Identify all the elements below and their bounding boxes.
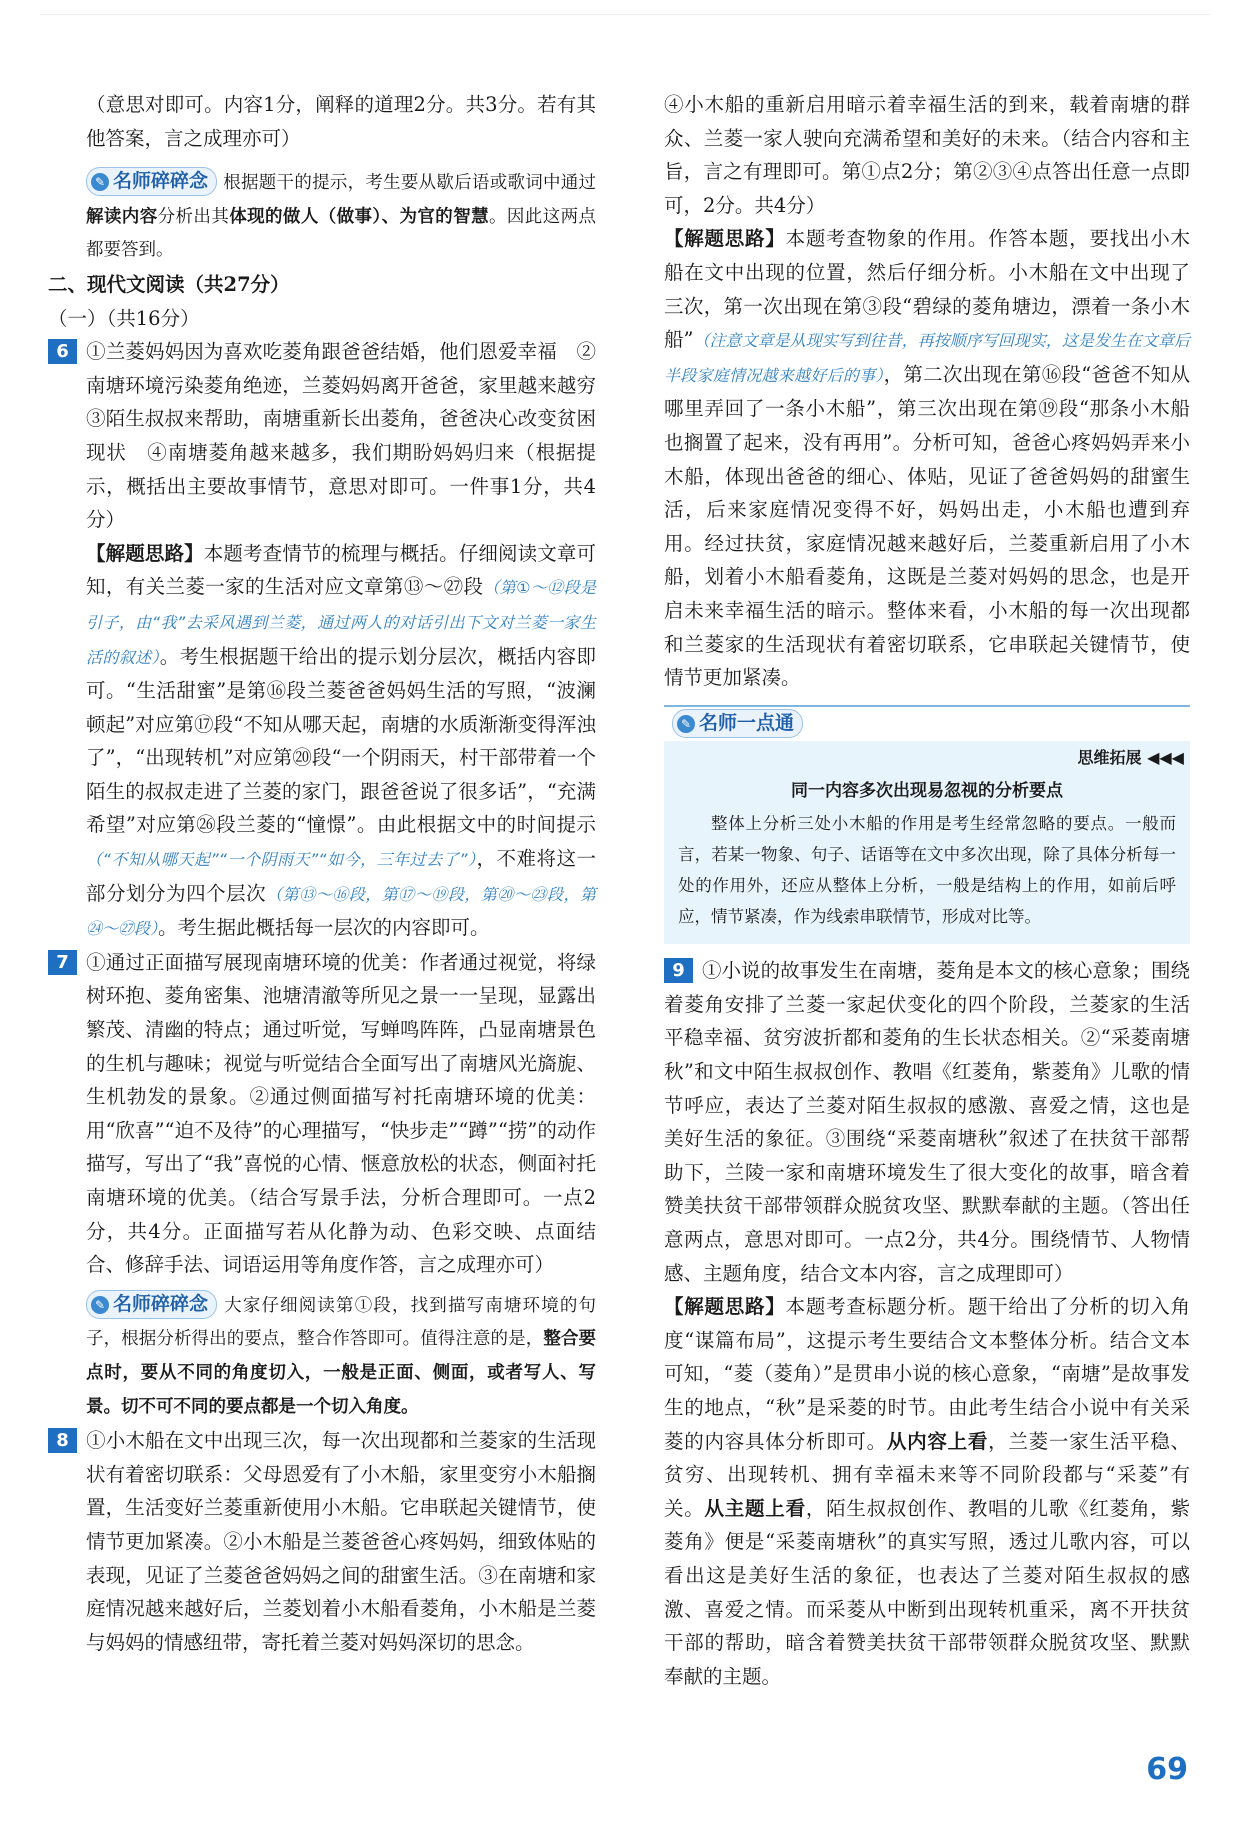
question-8-analysis: 【解题思路】本题考查物象的作用。作答本题，要找出小木船在文中出现的位置，然后仔细分析。小木船在文中出现了三次，第一次出现在第③段“碧绿的菱角塘边，漂着一条小木船”（注意文章是从现实写到往昔，再按顺序写回现实，这是发生在文章后半段家庭情况越来越好后的事），第二次出现在第⑯段“爸爸不知从哪里弄回了一条小木船”，第三次出现在第⑲段“那条小木船也搁置了起来，没有再用”。分析可知，爸爸心疼妈妈弄来小木船，体现出爸爸的细心、体贴，见证了爸爸妈妈的甜蜜生活，后来家庭情况变得不好，妈妈出走，小木船也遭到弃用。经过扶贫，家庭情况越来越好后，兰菱重新启用了小木船，划着小木船看菱角，这既是兰菱对妈妈的思念，也是开启未来幸福生活的暗示。整体来看，小木船的每一次出现都和兰菱家的生活现状有着密切联系，它串联起关键情节，使情节更加紧凑。 <box>664 227 1190 690</box>
page-number: 69 <box>1146 1752 1188 1787</box>
section-heading: 二、现代文阅读（共27分） <box>48 272 290 296</box>
question-7-answer: 7 ①通过正面描写展现南塘环境的优美：作者通过视觉，将绿树环抱、菱角密集、池塘清澈等所见之景一一呈现，显露出繁茂、清幽的特点；通过听觉，写蝉鸣阵阵，凸显南塘景色的生机与趣味；视觉与听觉结合全面写出了南塘风光旖旎、生机勃发的景象。②通过侧面描写衬托南塘环境的优美：用“欣喜”“迫不及待”的心理描写，“快步走”“蹲”“捞”的动作描写，写出了“我”喜悦的心情、惬意放松的状态，侧面衬托南塘环境的优美。（结合写景手法，分析合理即可。一点2分，共4分。正面描写若从化静为动、色彩交映、点面结合、修辞手法、词语运用等角度作答，言之成理亦可） <box>48 946 596 1282</box>
tip-box-title: 同一内容多次出现易忽视的分析要点 <box>791 780 1063 801</box>
right-column <box>664 88 1190 1693</box>
left-column <box>48 88 616 1659</box>
tip-box-body: 整体上分析三处小木船的作用是考生经常忽略的要点。一般而言，若某一物象、句子、话语等在文中多次出现，除了具体分析每一处的作用外，还应从整体上分析，一般是结构上的作用，如前后呼应，情节紧凑，作为线索串联情节，形成对比等。 <box>678 814 1176 927</box>
question-8-answer: 8 ①小木船在文中出现三次，每一次出现都和兰菱家的生活现状有着密切联系：父母恩爱有了小木船，家里变穷小木船搁置，生活变好兰菱重新使用小木船。它串联起关键情节，使情节更加紧凑。②小木船是兰菱爸爸心疼妈妈，细致体贴的表现，见证了兰菱爸爸妈妈之间的甜蜜生活。③在南塘和家庭情况越来越好后，兰菱划着小木船看菱角，小木船是兰菱与妈妈的情感纽带，寄托着兰菱对妈妈深切的思念。 <box>48 1424 596 1659</box>
teacher-icon: ✎ <box>677 715 695 733</box>
question-6-analysis: 【解题思路】本题考查情节的梳理与概括。仔细阅读文章可知，有关兰菱一家的生活对应文章第⑬～㉗段（第①～⑫段是引子，由“我”去采风遇到兰菱，通过两人的对话引出下文对兰菱一家生活的叙述）。考生根据题干给出的提示划分层次，概括内容即可。“生活甜蜜”是第⑯段兰菱爸爸妈妈生活的写照，“波澜顿起”对应第⑰段“不知从哪天起，南塘的水质渐渐变得浑浊了”，“出现转机”对应第⑳段“一个阴雨天，村干部带着一个陌生的叔叔走进了兰菱的家门，跟爸爸说了很多话”，“充满希望”对应第㉖段兰菱的“憧憬”。由此根据文中的时间提示（“不知从哪天起”“一个阴雨天”“如今，三年过去了”），不难将这一部分划分为四个层次（第⑬～⑯段，第⑰～⑲段，第⑳～㉓段，第㉔～㉗段）。考生据此概括每一层次的内容即可。 <box>86 541 596 940</box>
question-number: 7 <box>48 950 77 975</box>
teacher-tip: ✎ 名师碎碎念 大家仔细阅读第①段，找到描写南塘环境的句子，根据分析得出的要点，整合作答即可。值得注意的是，整合要点时，要从不同的角度切入，一般是正面、侧面，或者写人、写景。切不可不同的要点都是一个切入角度。 <box>48 1290 596 1424</box>
question-9-answer: 9 ①小说的故事发生在南塘，菱角是本文的核心意象；围绕着菱角安排了兰菱一家起伏变化的四个阶段，兰菱家的生活平稳幸福、贫穷波折都和菱角的生长状态相关。②“采菱南塘秋”和文中陌生叔叔创作、教唱《红菱角，紫菱角》儿歌的情节呼应，表达了兰菱对陌生叔叔的感激、喜爱之情，这也是美好生活的象征。③围绕“采菱南塘秋”叙述了在扶贫干部帮助下，兰陵一家和南塘环境发生了很大变化的故事，暗含着赞美扶贫干部带领群众脱贫攻坚、默默奉献的主题。（答出任意两点，意思对即可。一点2分，共4分。围绕情节、人物情感、主题角度，结合文本内容，言之成理即可） <box>664 959 1190 1285</box>
teacher-tip: ✎ 名师碎碎念 根据题干的提示，考生要从歇后语或歌词中通过解读内容分析出其体现的做人（做事）、为官的智慧。因此这两点都要答到。 <box>48 167 596 268</box>
tip-box <box>664 705 1190 945</box>
teacher-tip-badge: ✎ 名师碎碎念 <box>86 167 217 196</box>
answer-text: （意思对即可。内容1分，阐释的道理2分。共3分。若有其他答案，言之成理亦可） <box>86 93 596 150</box>
answer-text: ④小木船的重新启用暗示着幸福生活的到来，载着南塘的群众、兰菱一家人驶向充满希望和美好的未来。（结合内容和主旨，言之有理即可。第①点2分；第②③④点答出任意一点即可，2分。共4分） <box>664 93 1190 217</box>
tip-box-header <box>664 707 1190 741</box>
tip-box-badge: ✎ 名师一点通 <box>672 709 803 738</box>
teacher-icon: ✎ <box>91 173 109 191</box>
teacher-icon: ✎ <box>91 1296 109 1314</box>
teacher-tip-badge: ✎ 名师碎碎念 <box>86 1290 217 1319</box>
subsection-heading: （一）（共16分） <box>48 306 200 330</box>
question-number: 8 <box>48 1428 77 1453</box>
question-9-analysis: 【解题思路】本题考查标题分析。题干给出了分析的切入角度“谋篇布局”，这提示考生要结合文本整体分析。结合文本可知，“菱（菱角）”是贯串小说的核心意象，“南塘”是故事发生的地点，“秋”是采菱的时节。由此考生结合小说中有关采菱的内容具体分析即可。从内容上看，兰菱一家生活平稳、贫穷、出现转机、拥有幸福未来等不同阶段都与“采菱”有关。从主题上看，陌生叔叔创作、教唱的儿歌《红菱角，紫菱角》便是“采菱南塘秋”的真实写照，透过儿歌内容，可以看出这是美好生活的象征，也表达了兰菱对陌生叔叔的感激、喜爱之情。而采菱从中断到出现转机重采，离不开扶贫干部的帮助，暗含着赞美扶贫干部带领群众脱贫攻坚、默默奉献的主题。 <box>664 1295 1190 1688</box>
question-number: 9 <box>664 958 693 983</box>
top-rule <box>40 14 1210 15</box>
question-6-answer: 6 ①兰菱妈妈因为喜欢吃菱角跟爸爸结婚，他们恩爱幸福 ②南塘环境污染菱角绝迹，兰菱妈妈离开爸爸，家里越来越穷 ③陌生叔叔来帮助，南塘重新长出菱角，爸爸决心改变贫困现状 ④南塘菱角越来越多，我们期盼妈妈归来（根据提示，概括出主要故事情节，意思对即可。一件事1分，共4分） <box>48 335 596 537</box>
tip-box-subtitle: 思维拓展 ◀◀◀ <box>1077 747 1184 767</box>
question-number: 6 <box>48 339 77 364</box>
